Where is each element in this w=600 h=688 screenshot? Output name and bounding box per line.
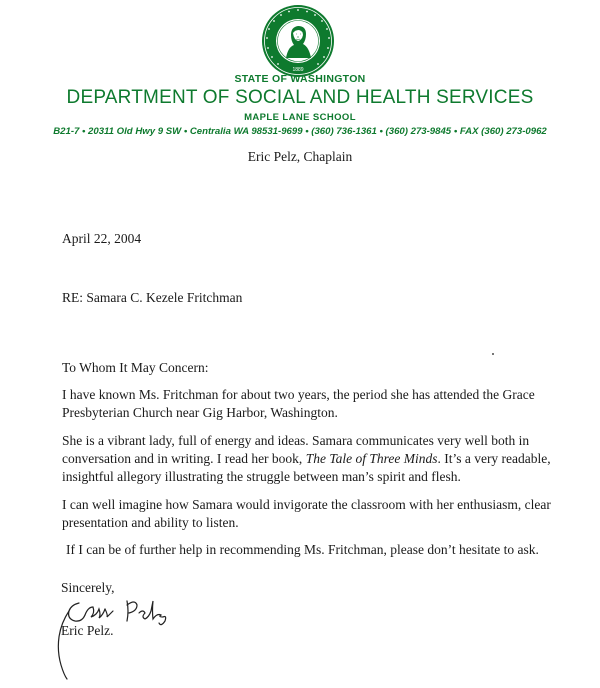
scan-speck xyxy=(492,353,494,355)
letterhead-chaplain: Eric Pelz, Chaplain xyxy=(247,149,353,164)
book-title: The Tale of Three Minds xyxy=(305,451,438,466)
svg-text:1889: 1889 xyxy=(292,67,304,73)
letterhead-school: MAPLE LANE SCHOOL xyxy=(244,112,356,123)
letter-signer: Eric Pelz. xyxy=(61,623,114,638)
letter-paragraph-4: If I can be of further help in recommending Ms. Fritchman, please don’t hesitate to ask. xyxy=(66,542,539,557)
letterhead-address: B21-7 • 20311 Old Hwy 9 SW • Centralia WA 98531-9699 • (360) 736-1361 • (360) 273-9845 • FAX (360) 273-0962 xyxy=(53,126,547,137)
letter-paragraph-1: I have known Ms. Fritchman for about two years, the period she has attended the Grace Presbyterian Church near Gig Harbor, Washington. xyxy=(62,387,535,420)
letter-closing: Sincerely, xyxy=(61,580,115,595)
letter-paragraph-3: I can well imagine how Samara would invigorate the classroom with her enthusiasm, clear presentation and ability to listen. xyxy=(62,497,551,530)
letter-date: April 22, 2004 xyxy=(62,231,142,246)
letter-salutation: To Whom It May Concern: xyxy=(62,360,209,375)
state-seal-logo xyxy=(260,3,336,79)
letterhead-department: DEPARTMENT OF SOCIAL AND HEALTH SERVICES xyxy=(66,87,534,108)
letter-re-line: RE: Samara C. Kezele Fritchman xyxy=(62,290,243,305)
paragraph-2-text-before: She is a vibrant lady, full of energy and ideas. Samara communicates very well both in conversation and in writing. I read her book, xyxy=(62,433,530,466)
paragraph-2-text-after: . It’s a very readable, insightful allegory illustrating the struggle between man’s spirit and flesh. xyxy=(62,451,551,484)
letterhead-state: STATE OF WASHINGTON xyxy=(234,73,366,85)
letter-paragraph-2 xyxy=(62,432,582,486)
